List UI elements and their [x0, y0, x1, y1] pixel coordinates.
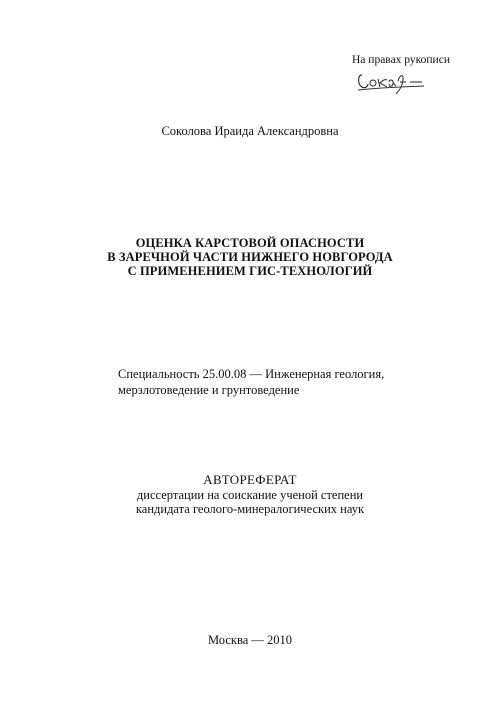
title-line: В ЗАРЕЧНОЙ ЧАСТИ НИЖНЕГО НОВГОРОДА — [107, 250, 393, 264]
dissertation-title — [0, 236, 500, 278]
rights-note: На правах рукописи — [352, 54, 450, 66]
place-year: Москва — 2010 — [207, 633, 293, 647]
title-line: ОЦЕНКА КАРСТОВОЙ ОПАСНОСТИ — [135, 236, 365, 250]
specialty-line: мерзлотоведение и грунтоведение — [118, 383, 300, 397]
specialty-line: Специальность 25.00.08 — Инженерная геология, — [118, 367, 385, 381]
abstract-heading: АВТОРЕФЕРАТ — [203, 472, 297, 487]
handwritten-signature — [356, 70, 426, 96]
abstract-block — [0, 472, 500, 516]
title-line: С ПРИМЕНЕНИЕМ ГИС-ТЕХНОЛОГИЙ — [127, 264, 373, 278]
abstract-line: диссертации на соискание ученой степени — [136, 488, 364, 502]
abstract-line: кандидата геолого-минералогических наук — [135, 502, 365, 516]
specialty-block — [118, 366, 384, 398]
author-name: Соколова Ираида Александровна — [161, 124, 339, 138]
